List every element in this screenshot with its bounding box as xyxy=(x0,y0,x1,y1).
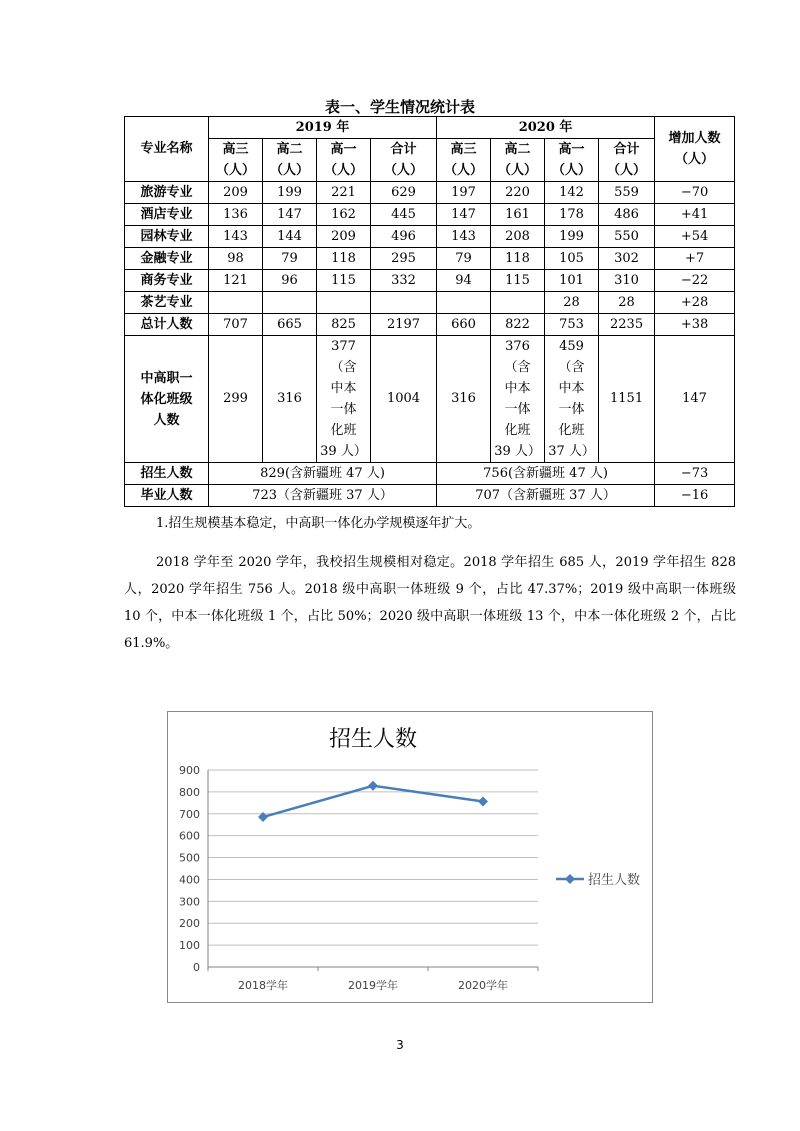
table-cell-line: 化班 xyxy=(330,423,357,438)
table-cell: 147 xyxy=(655,336,735,463)
row-label-line: 人数 xyxy=(153,412,180,428)
table-cell-line: 一体 xyxy=(558,402,585,417)
header-grade-col-line: （人） xyxy=(498,163,538,178)
table-cell: −16 xyxy=(655,485,735,507)
table-cell-line: 化班 xyxy=(504,423,531,438)
table-cell-line: （含 xyxy=(330,360,357,375)
table-cell: 162 xyxy=(317,204,371,226)
integrated-class-row xyxy=(125,336,735,463)
table-cell: 707 xyxy=(209,314,263,336)
table-cell-line: 37 人） xyxy=(548,444,595,459)
table-cell: 660 xyxy=(437,314,491,336)
table-cell: 79 xyxy=(263,248,317,270)
table-cell: 178 xyxy=(545,204,599,226)
row-label: 总计人数 xyxy=(125,314,209,336)
y-tick-label: 600 xyxy=(179,829,200,843)
table-cell: 209 xyxy=(209,182,263,204)
table-cell-line: 化班 xyxy=(558,423,585,438)
header-increase xyxy=(655,117,735,182)
y-tick-label: 200 xyxy=(179,917,200,931)
table-row xyxy=(125,248,735,270)
table-row xyxy=(125,270,735,292)
y-tick-label: 400 xyxy=(179,873,200,887)
enrollment-line-chart xyxy=(168,712,652,1002)
table-cell: 208 xyxy=(491,226,545,248)
table-cell: 2235 xyxy=(599,314,655,336)
header-grade-col xyxy=(437,139,491,182)
header-grade-col-line: 高一 xyxy=(330,142,357,157)
page-number: 3 xyxy=(396,1038,404,1052)
enroll-row xyxy=(125,463,735,485)
table-cell: 28 xyxy=(599,292,655,314)
header-grade-col-line: （人） xyxy=(323,163,363,178)
table-cell-line: 377 xyxy=(331,339,356,354)
x-tick-label: 2018学年 xyxy=(238,979,288,992)
row-label-line: 中高职一 xyxy=(140,370,193,386)
table-cell: +54 xyxy=(655,226,735,248)
x-tick-label: 2020学年 xyxy=(458,979,508,992)
y-tick-label: 100 xyxy=(179,939,200,953)
table-cell: 105 xyxy=(545,248,599,270)
data-point-marker xyxy=(368,781,378,791)
header-grade-col xyxy=(371,139,437,182)
table-cell: 1151 xyxy=(599,336,655,463)
table-cell xyxy=(371,292,437,314)
table-cell: 118 xyxy=(491,248,545,270)
table-cell: 496 xyxy=(371,226,437,248)
header-grade-col xyxy=(317,139,371,182)
table-cell: 665 xyxy=(263,314,317,336)
table-cell: 147 xyxy=(437,204,491,226)
table-cell xyxy=(491,292,545,314)
table-cell: 2197 xyxy=(371,314,437,336)
table-cell: 221 xyxy=(317,182,371,204)
header-year-2020: 2020 年 xyxy=(437,117,655,139)
table-cell xyxy=(209,292,263,314)
table-cell-line: 459 xyxy=(559,339,584,354)
table-cell: +28 xyxy=(655,292,735,314)
table-cell: 753 xyxy=(545,314,599,336)
table-cell: 209 xyxy=(317,226,371,248)
table-row xyxy=(125,204,735,226)
header-major: 专业名称 xyxy=(125,117,209,182)
header-grade-col-line: 合计 xyxy=(613,142,640,157)
header-grade-col xyxy=(491,139,545,182)
enrollment-chart xyxy=(167,711,653,1003)
table-title: 表一、学生情况统计表 xyxy=(324,98,475,116)
table-cell xyxy=(317,292,371,314)
header-grade-col-line: 合计 xyxy=(390,142,417,157)
row-label xyxy=(125,336,209,463)
table-cell-line: 376 xyxy=(505,339,530,354)
table-row xyxy=(125,182,735,204)
header-grade-col xyxy=(209,139,263,182)
table-cell: +38 xyxy=(655,314,735,336)
row-label: 金融专业 xyxy=(125,248,209,270)
header-year-2019: 2019 年 xyxy=(209,117,437,139)
legend-label: 招生人数 xyxy=(588,873,641,888)
table-cell: 825 xyxy=(317,314,371,336)
table-cell-line: （含 xyxy=(558,360,585,375)
table-cell: 486 xyxy=(599,204,655,226)
student-stats-table xyxy=(124,116,735,507)
table-cell: 28 xyxy=(545,292,599,314)
table-cell-line: 中本 xyxy=(330,381,357,396)
table-cell: 302 xyxy=(599,248,655,270)
table-cell: 220 xyxy=(491,182,545,204)
table-cell: −22 xyxy=(655,270,735,292)
table-cell: 316 xyxy=(263,336,317,463)
table-cell: 829(含新疆班 47 人) xyxy=(209,463,437,485)
header-grade-col xyxy=(599,139,655,182)
table-cell xyxy=(437,292,491,314)
table-cell: 332 xyxy=(371,270,437,292)
table-cell: 310 xyxy=(599,270,655,292)
table-cell: 629 xyxy=(371,182,437,204)
graduate-row xyxy=(125,485,735,507)
x-tick-label: 2019学年 xyxy=(348,979,398,992)
table-cell: 559 xyxy=(599,182,655,204)
table-cell: 550 xyxy=(599,226,655,248)
header-grade-col-line: （人） xyxy=(552,163,592,178)
table-cell: 299 xyxy=(209,336,263,463)
table-cell: 197 xyxy=(437,182,491,204)
table-cell xyxy=(545,336,599,463)
y-tick-label: 300 xyxy=(179,895,200,909)
header-increase-line: 增加人数 xyxy=(668,131,721,146)
table-cell: 161 xyxy=(491,204,545,226)
table-cell: 136 xyxy=(209,204,263,226)
table-cell: 115 xyxy=(491,270,545,292)
table-cell-line: 39 人） xyxy=(494,444,541,459)
y-tick-label: 800 xyxy=(179,785,200,799)
table-cell: 445 xyxy=(371,204,437,226)
table-cell-line: 中本 xyxy=(504,381,531,396)
table-cell: 822 xyxy=(491,314,545,336)
table-row xyxy=(125,292,735,314)
header-increase-line: （人） xyxy=(675,152,715,167)
row-label: 毕业人数 xyxy=(125,485,209,507)
table-cell: 756(含新疆班 47 人) xyxy=(437,463,655,485)
y-tick-label: 0 xyxy=(193,961,200,974)
enrollment-paragraph: 2018 学年至 2020 学年，我校招生规模相对稳定。2018 学年招生 685 人，2019 学年招生 828 人，2020 学年招生 756 人。2018 级中高职一体班级 9 个，占比 47.37%；2019 级中高职一体班级 10 个，中本一体化班级 1 个，占比 50%；2020 级中高职一体班级 13 个，中本一体化班级 2 个，占比 61.9%。 xyxy=(124,555,736,651)
table-cell-line: 一体 xyxy=(330,402,357,417)
table-cell: 115 xyxy=(317,270,371,292)
chart-title: 招生人数 xyxy=(328,727,418,752)
table-cell-line: 一体 xyxy=(504,402,531,417)
table-cell: 295 xyxy=(371,248,437,270)
table-cell: 723（含新疆班 37 人） xyxy=(209,485,437,507)
table-row xyxy=(125,314,735,336)
header-grade-col xyxy=(545,139,599,182)
table-cell-line: 39 人） xyxy=(320,444,367,459)
table-cell: 144 xyxy=(263,226,317,248)
header-grade-col-line: 高一 xyxy=(558,142,585,157)
table-cell: 121 xyxy=(209,270,263,292)
table-cell: 316 xyxy=(437,336,491,463)
table-cell: −73 xyxy=(655,463,735,485)
table-cell: 94 xyxy=(437,270,491,292)
note-1: 1.招生规模基本稳定，中高职一体化办学规模逐年扩大。 xyxy=(156,516,481,531)
table-cell: 101 xyxy=(545,270,599,292)
row-label: 商务专业 xyxy=(125,270,209,292)
row-label: 酒店专业 xyxy=(125,204,209,226)
row-label: 茶艺专业 xyxy=(125,292,209,314)
table-cell xyxy=(317,336,371,463)
table-cell xyxy=(263,292,317,314)
row-label: 旅游专业 xyxy=(125,182,209,204)
table-cell: −70 xyxy=(655,182,735,204)
y-tick-label: 900 xyxy=(179,764,200,777)
row-label-line: 体化班级 xyxy=(140,391,193,407)
legend-marker xyxy=(565,874,575,884)
table-cell: 79 xyxy=(437,248,491,270)
header-grade-col-line: （人） xyxy=(607,163,647,178)
table-cell: 707（含新疆班 37 人） xyxy=(437,485,655,507)
table-cell: 199 xyxy=(263,182,317,204)
table-cell: 143 xyxy=(437,226,491,248)
table-cell: +7 xyxy=(655,248,735,270)
data-point-marker xyxy=(478,797,488,807)
table-cell xyxy=(491,336,545,463)
header-grade-col-line: （人） xyxy=(215,163,255,178)
header-grade-col-line: 高三 xyxy=(222,142,249,157)
table-row xyxy=(125,226,735,248)
header-grade-col-line: （人） xyxy=(384,163,424,178)
table-cell: 1004 xyxy=(371,336,437,463)
table-cell: 147 xyxy=(263,204,317,226)
header-grade-col-line: 高二 xyxy=(504,142,531,157)
table-cell: 142 xyxy=(545,182,599,204)
table-cell: 96 xyxy=(263,270,317,292)
table-cell-line: 中本 xyxy=(558,381,585,396)
row-label: 园林专业 xyxy=(125,226,209,248)
y-tick-label: 500 xyxy=(179,851,200,865)
table-cell: 143 xyxy=(209,226,263,248)
table-cell: 199 xyxy=(545,226,599,248)
header-grade-col-line: （人） xyxy=(269,163,309,178)
header-grade-col xyxy=(263,139,317,182)
row-label: 招生人数 xyxy=(125,463,209,485)
y-tick-label: 700 xyxy=(179,807,200,821)
table-cell: +41 xyxy=(655,204,735,226)
table-cell: 98 xyxy=(209,248,263,270)
header-grade-col-line: 高二 xyxy=(276,142,303,157)
header-grade-col-line: （人） xyxy=(444,163,484,178)
table-cell-line: （含 xyxy=(504,360,531,375)
header-grade-col-line: 高三 xyxy=(450,142,477,157)
table-cell: 118 xyxy=(317,248,371,270)
